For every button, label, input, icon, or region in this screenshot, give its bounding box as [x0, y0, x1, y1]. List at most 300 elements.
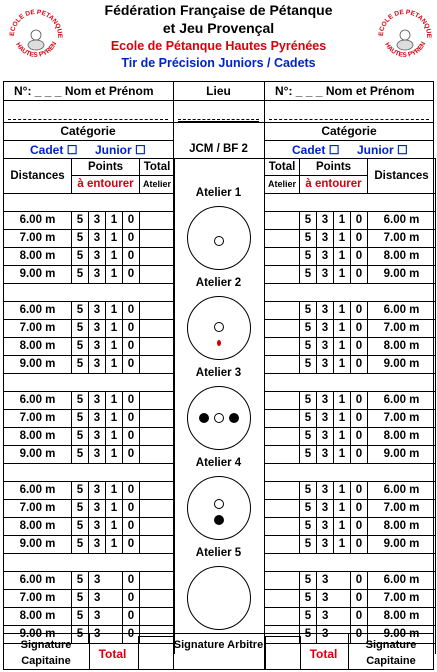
points-cell[interactable]: 3 [317, 266, 334, 284]
points-cell[interactable]: 0 [123, 392, 140, 410]
distances-header-right: Distances [368, 159, 436, 194]
distance-cell: 9.00 m [368, 626, 436, 644]
points-cell[interactable]: 1 [106, 500, 123, 518]
points-cell[interactable]: 0 [351, 410, 368, 428]
table-row [4, 230, 175, 248]
distance-cell: 8.00 m [368, 248, 436, 266]
points-cell[interactable]: 1 [334, 518, 351, 536]
points-cell[interactable]: 1 [106, 302, 123, 320]
points-cell[interactable]: 3 [317, 518, 334, 536]
total-box-left[interactable] [138, 636, 174, 670]
table-row [265, 392, 436, 410]
points-cell[interactable]: 5 [72, 410, 89, 428]
total-cell[interactable] [140, 590, 175, 608]
total-label-right: Total [309, 647, 338, 661]
distance-cell: 7.00 m [4, 320, 72, 338]
points-cell[interactable]: 3 [89, 338, 106, 356]
points-cell[interactable] [106, 572, 123, 590]
points-cell[interactable]: 3 [317, 590, 334, 608]
points-cell[interactable]: 0 [123, 302, 140, 320]
total-cell[interactable] [265, 266, 300, 284]
table-row [265, 536, 436, 554]
black-ball-icon [229, 413, 239, 423]
points-cell[interactable]: 5 [300, 230, 317, 248]
signature-arbitre: Signature Arbitre [173, 639, 264, 651]
points-cell[interactable]: 1 [334, 500, 351, 518]
points-cell[interactable]: 3 [89, 392, 106, 410]
lieu-label: Lieu [206, 84, 231, 98]
points-cell[interactable]: 0 [123, 212, 140, 230]
club-logo-left [8, 8, 64, 64]
points-cell[interactable]: 1 [334, 410, 351, 428]
distance-cell: 6.00 m [368, 302, 436, 320]
white-ball-icon [214, 413, 224, 423]
points-cell[interactable]: 0 [351, 536, 368, 554]
points-cell[interactable] [334, 608, 351, 626]
points-cell[interactable]: 1 [106, 410, 123, 428]
points-cell[interactable]: 0 [123, 590, 140, 608]
points-cell[interactable]: 1 [106, 392, 123, 410]
total-cell[interactable] [265, 302, 300, 320]
points-cell[interactable]: 0 [351, 356, 368, 374]
points-cell[interactable]: 0 [351, 230, 368, 248]
total-cell[interactable] [265, 230, 300, 248]
table-row [265, 356, 436, 374]
points-cell[interactable]: 5 [72, 446, 89, 464]
points-cell[interactable]: 5 [72, 608, 89, 626]
total-box-right[interactable] [265, 636, 301, 670]
distance-cell: 7.00 m [368, 320, 436, 338]
points-cell[interactable]: 0 [123, 410, 140, 428]
distance-cell: 8.00 m [368, 518, 436, 536]
table-row [4, 500, 175, 518]
points-cell[interactable]: 1 [106, 266, 123, 284]
total-cell[interactable] [140, 446, 175, 464]
total-header-left: Total [140, 159, 175, 176]
points-cell[interactable]: 0 [123, 608, 140, 626]
points-cell[interactable]: 0 [123, 248, 140, 266]
points-cell[interactable]: 3 [317, 428, 334, 446]
club-logo-right [377, 8, 433, 64]
points-cell[interactable]: 5 [72, 536, 89, 554]
jcm-label: JCM / BF 2 [189, 143, 248, 155]
distance-cell: 8.00 m [4, 428, 72, 446]
table-row [265, 410, 436, 428]
points-cell[interactable]: 3 [317, 320, 334, 338]
distance-cell: 9.00 m [368, 266, 436, 284]
points-cell[interactable]: 0 [123, 266, 140, 284]
points-cell[interactable]: 5 [300, 212, 317, 230]
distance-cell: 6.00 m [368, 482, 436, 500]
points-cell[interactable]: 1 [334, 428, 351, 446]
points-cell[interactable]: 5 [72, 338, 89, 356]
distance-cell: 6.00 m [368, 572, 436, 590]
points-cell[interactable]: 5 [72, 500, 89, 518]
points-cell[interactable]: 1 [334, 320, 351, 338]
distance-cell: 8.00 m [4, 248, 72, 266]
table-row [4, 302, 175, 320]
signature-capitaine-left: Signature Capitaine [20, 639, 72, 667]
points-cell[interactable]: 5 [72, 248, 89, 266]
points-cell[interactable]: 1 [106, 482, 123, 500]
points-cell[interactable]: 0 [351, 590, 368, 608]
points-cell[interactable]: 3 [89, 356, 106, 374]
table-row [4, 518, 175, 536]
points-cell[interactable]: 0 [351, 248, 368, 266]
points-cell[interactable]: 5 [72, 518, 89, 536]
cadet-checkbox-left[interactable]: Cadet ☐ [30, 143, 78, 157]
total-cell[interactable] [140, 428, 175, 446]
table-row [265, 212, 436, 230]
points-cell[interactable]: 3 [317, 626, 334, 644]
points-cell[interactable]: 1 [334, 446, 351, 464]
total-cell[interactable] [265, 536, 300, 554]
event-name: Tir de Précision Juniors / Cadets [121, 56, 316, 70]
points-cell[interactable]: 0 [123, 572, 140, 590]
points-cell[interactable]: 3 [317, 500, 334, 518]
points-cell[interactable]: 1 [106, 518, 123, 536]
points-cell[interactable]: 3 [317, 302, 334, 320]
table-row [4, 338, 175, 356]
points-cell[interactable]: 1 [106, 248, 123, 266]
table-row [265, 500, 436, 518]
points-cell[interactable]: 0 [123, 482, 140, 500]
points-cell[interactable]: 0 [123, 626, 140, 644]
points-cell[interactable]: 3 [89, 248, 106, 266]
total-cell[interactable] [265, 356, 300, 374]
points-cell[interactable]: 3 [89, 590, 106, 608]
points-cell[interactable]: 3 [317, 572, 334, 590]
table-row [4, 248, 175, 266]
total-cell[interactable] [140, 266, 175, 284]
points-cell[interactable]: 1 [106, 446, 123, 464]
points-cell[interactable]: 5 [72, 212, 89, 230]
points-cell[interactable]: 5 [72, 266, 89, 284]
distance-cell: 8.00 m [4, 518, 72, 536]
points-header-right: Points [300, 159, 368, 176]
total-cell[interactable] [140, 410, 175, 428]
points-cell[interactable]: 5 [72, 482, 89, 500]
total-cell[interactable] [140, 518, 175, 536]
points-cell[interactable]: 0 [351, 392, 368, 410]
points-cell[interactable]: 1 [334, 536, 351, 554]
points-cell[interactable]: 0 [351, 338, 368, 356]
total-cell[interactable] [140, 392, 175, 410]
points-cell[interactable]: 5 [300, 320, 317, 338]
distances-header-left: Distances [4, 159, 72, 194]
points-cell[interactable]: 5 [72, 302, 89, 320]
table-row [265, 608, 436, 626]
total-cell[interactable] [140, 500, 175, 518]
total-cell[interactable] [140, 482, 175, 500]
points-cell[interactable]: 0 [123, 320, 140, 338]
total-cell[interactable] [265, 572, 300, 590]
distance-cell: 8.00 m [368, 428, 436, 446]
points-cell[interactable]: 0 [351, 482, 368, 500]
total-cell[interactable] [140, 356, 175, 374]
points-cell[interactable]: 5 [300, 410, 317, 428]
points-cell[interactable]: 5 [72, 392, 89, 410]
distance-cell: 7.00 m [4, 410, 72, 428]
total-cell[interactable] [265, 320, 300, 338]
distance-cell: 9.00 m [4, 266, 72, 284]
total-cell[interactable] [265, 608, 300, 626]
total-cell[interactable] [265, 482, 300, 500]
points-cell[interactable]: 0 [351, 428, 368, 446]
points-cell[interactable]: 5 [300, 338, 317, 356]
points-cell[interactable]: 3 [89, 446, 106, 464]
logo-text-bottom: HAUTES PYREN [383, 40, 428, 59]
points-cell[interactable]: 5 [300, 356, 317, 374]
points-cell[interactable]: 0 [123, 518, 140, 536]
total-cell[interactable] [140, 212, 175, 230]
score-table-right [264, 158, 436, 654]
points-cell[interactable]: 3 [317, 356, 334, 374]
total-cell[interactable] [140, 608, 175, 626]
points-cell[interactable]: 3 [89, 302, 106, 320]
points-cell[interactable]: 0 [123, 500, 140, 518]
distance-cell: 8.00 m [368, 338, 436, 356]
points-cell[interactable]: 5 [300, 428, 317, 446]
distance-cell: 8.00 m [4, 608, 72, 626]
junior-checkbox-left[interactable]: Junior ☐ [95, 143, 146, 157]
points-cell[interactable] [334, 572, 351, 590]
score-table-left [3, 158, 175, 654]
points-cell[interactable]: 5 [300, 518, 317, 536]
table-row [265, 338, 436, 356]
points-cell[interactable]: 0 [351, 446, 368, 464]
points-cell[interactable]: 1 [106, 338, 123, 356]
points-cell[interactable]: 0 [351, 212, 368, 230]
table-row [4, 482, 175, 500]
points-cell[interactable]: 0 [123, 428, 140, 446]
distance-cell: 7.00 m [368, 500, 436, 518]
distance-cell: 9.00 m [368, 446, 436, 464]
distance-cell: 8.00 m [368, 608, 436, 626]
points-cell[interactable]: 3 [317, 338, 334, 356]
points-cell[interactable] [106, 590, 123, 608]
junior-checkbox-right[interactable]: Junior ☐ [357, 143, 408, 157]
points-cell[interactable]: 3 [317, 392, 334, 410]
points-cell[interactable]: 3 [89, 626, 106, 644]
points-cell[interactable]: 0 [123, 446, 140, 464]
total-cell[interactable] [265, 428, 300, 446]
points-cell[interactable]: 5 [72, 230, 89, 248]
points-cell[interactable]: 5 [300, 302, 317, 320]
total-cell[interactable] [265, 212, 300, 230]
total-cell[interactable] [265, 392, 300, 410]
total-cell[interactable] [140, 248, 175, 266]
total-cell[interactable] [265, 248, 300, 266]
title-line2: et Jeu Provençal [162, 20, 275, 36]
total-cell[interactable] [265, 410, 300, 428]
number-name-right: N°: _ _ _ Nom et Prénom [275, 84, 415, 98]
points-cell[interactable]: 1 [106, 212, 123, 230]
table-row [4, 266, 175, 284]
points-cell[interactable]: 5 [300, 608, 317, 626]
target-circle-icon [187, 566, 251, 630]
categorie-left: Catégorie [60, 124, 116, 138]
distance-cell: 9.00 m [368, 536, 436, 554]
table-row [265, 428, 436, 446]
points-cell[interactable] [106, 626, 123, 644]
points-cell[interactable]: 3 [89, 536, 106, 554]
points-cell[interactable]: 5 [72, 626, 89, 644]
total-cell[interactable] [265, 518, 300, 536]
points-cell[interactable]: 5 [72, 320, 89, 338]
points-cell[interactable]: 3 [317, 230, 334, 248]
table-row [265, 446, 436, 464]
total-header-right: Total [265, 159, 300, 176]
points-cell[interactable]: 0 [351, 320, 368, 338]
table-row [265, 320, 436, 338]
points-cell[interactable] [106, 608, 123, 626]
points-cell[interactable]: 5 [300, 500, 317, 518]
points-cell[interactable] [334, 590, 351, 608]
total-cell[interactable] [140, 302, 175, 320]
table-row [265, 230, 436, 248]
atelier-label: Atelier 5 [195, 547, 242, 559]
points-cell[interactable]: 1 [334, 338, 351, 356]
points-cell[interactable]: 5 [300, 482, 317, 500]
points-cell[interactable]: 3 [89, 572, 106, 590]
points-cell[interactable]: 3 [89, 518, 106, 536]
a-entourer-right: à entourer [300, 176, 368, 194]
distance-cell: 7.00 m [4, 590, 72, 608]
points-cell[interactable]: 5 [300, 446, 317, 464]
points-cell[interactable]: 5 [300, 266, 317, 284]
table-row [4, 320, 175, 338]
categorie-right: Catégorie [321, 124, 377, 138]
points-cell[interactable]: 1 [106, 428, 123, 446]
jack-icon [217, 340, 221, 346]
atelier-header-left: Atelier [140, 176, 175, 194]
points-cell[interactable]: 0 [351, 302, 368, 320]
target-circle-icon [187, 476, 251, 540]
total-cell[interactable] [140, 320, 175, 338]
table-row [4, 572, 175, 590]
total-cell[interactable] [140, 536, 175, 554]
school-name: Ecole de Pétanque Hautes Pyrénées [110, 39, 327, 53]
points-cell[interactable]: 3 [89, 266, 106, 284]
points-cell[interactable]: 0 [351, 518, 368, 536]
points-cell[interactable]: 3 [89, 482, 106, 500]
table-row [4, 428, 175, 446]
points-cell[interactable]: 1 [334, 356, 351, 374]
points-cell[interactable]: 5 [300, 572, 317, 590]
points-cell[interactable]: 3 [89, 428, 106, 446]
points-cell[interactable]: 3 [317, 482, 334, 500]
atelier-header-right: Atelier [265, 176, 300, 194]
table-row [265, 518, 436, 536]
distance-cell: 6.00 m [368, 212, 436, 230]
points-cell[interactable]: 3 [317, 608, 334, 626]
total-cell[interactable] [140, 572, 175, 590]
points-cell[interactable]: 3 [317, 410, 334, 428]
points-cell[interactable]: 1 [334, 230, 351, 248]
distance-cell: 6.00 m [4, 302, 72, 320]
points-cell[interactable]: 3 [89, 320, 106, 338]
table-row [265, 248, 436, 266]
table-row [4, 356, 175, 374]
table-row [4, 446, 175, 464]
points-cell[interactable]: 1 [334, 302, 351, 320]
table-row [4, 410, 175, 428]
points-cell[interactable]: 5 [72, 590, 89, 608]
points-cell[interactable]: 0 [123, 230, 140, 248]
cadet-checkbox-right[interactable]: Cadet ☐ [292, 143, 340, 157]
points-cell[interactable]: 5 [72, 428, 89, 446]
points-cell[interactable]: 3 [89, 500, 106, 518]
points-cell[interactable]: 3 [317, 248, 334, 266]
points-cell[interactable]: 3 [89, 410, 106, 428]
total-cell[interactable] [265, 500, 300, 518]
distance-cell: 6.00 m [4, 212, 72, 230]
atelier-label: Atelier 4 [195, 457, 242, 469]
points-cell[interactable]: 3 [317, 212, 334, 230]
points-cell[interactable]: 3 [89, 212, 106, 230]
total-cell[interactable] [140, 230, 175, 248]
points-cell[interactable]: 1 [106, 536, 123, 554]
points-cell[interactable]: 1 [334, 212, 351, 230]
points-cell[interactable]: 0 [123, 536, 140, 554]
table-row [265, 572, 436, 590]
points-cell[interactable]: 5 [72, 572, 89, 590]
atelier-label: Atelier 1 [195, 187, 242, 199]
points-cell[interactable]: 1 [334, 392, 351, 410]
white-ball-icon [214, 322, 224, 332]
points-cell[interactable]: 3 [89, 608, 106, 626]
points-cell[interactable]: 0 [351, 626, 368, 644]
black-ball-icon [214, 515, 224, 525]
table-row [265, 482, 436, 500]
points-cell[interactable]: 5 [72, 356, 89, 374]
points-cell[interactable]: 1 [106, 320, 123, 338]
points-cell[interactable]: 0 [351, 572, 368, 590]
total-cell[interactable] [265, 446, 300, 464]
points-cell[interactable]: 1 [334, 248, 351, 266]
points-cell[interactable]: 1 [106, 356, 123, 374]
points-cell[interactable]: 5 [300, 536, 317, 554]
points-cell[interactable]: 5 [300, 626, 317, 644]
points-cell[interactable]: 5 [300, 248, 317, 266]
points-cell[interactable]: 0 [351, 500, 368, 518]
distance-cell: 9.00 m [4, 356, 72, 374]
table-row [4, 590, 175, 608]
total-cell[interactable] [265, 338, 300, 356]
points-cell[interactable]: 0 [351, 608, 368, 626]
points-cell[interactable]: 3 [317, 536, 334, 554]
points-cell[interactable]: 5 [300, 590, 317, 608]
number-name-left: N°: _ _ _ Nom et Prénom [14, 84, 154, 98]
points-cell[interactable]: 0 [351, 266, 368, 284]
a-entourer-left: à entourer [72, 176, 140, 194]
points-cell[interactable]: 0 [123, 338, 140, 356]
points-cell[interactable]: 0 [123, 356, 140, 374]
table-row [265, 302, 436, 320]
points-cell[interactable]: 3 [89, 230, 106, 248]
points-cell[interactable]: 5 [300, 392, 317, 410]
points-cell[interactable]: 1 [334, 482, 351, 500]
points-cell[interactable]: 3 [317, 446, 334, 464]
distance-cell: 7.00 m [4, 500, 72, 518]
distance-cell: 8.00 m [4, 338, 72, 356]
points-cell[interactable]: 1 [106, 230, 123, 248]
points-cell[interactable]: 1 [334, 266, 351, 284]
distance-cell: 7.00 m [368, 230, 436, 248]
total-cell[interactable] [140, 338, 175, 356]
total-cell[interactable] [265, 590, 300, 608]
